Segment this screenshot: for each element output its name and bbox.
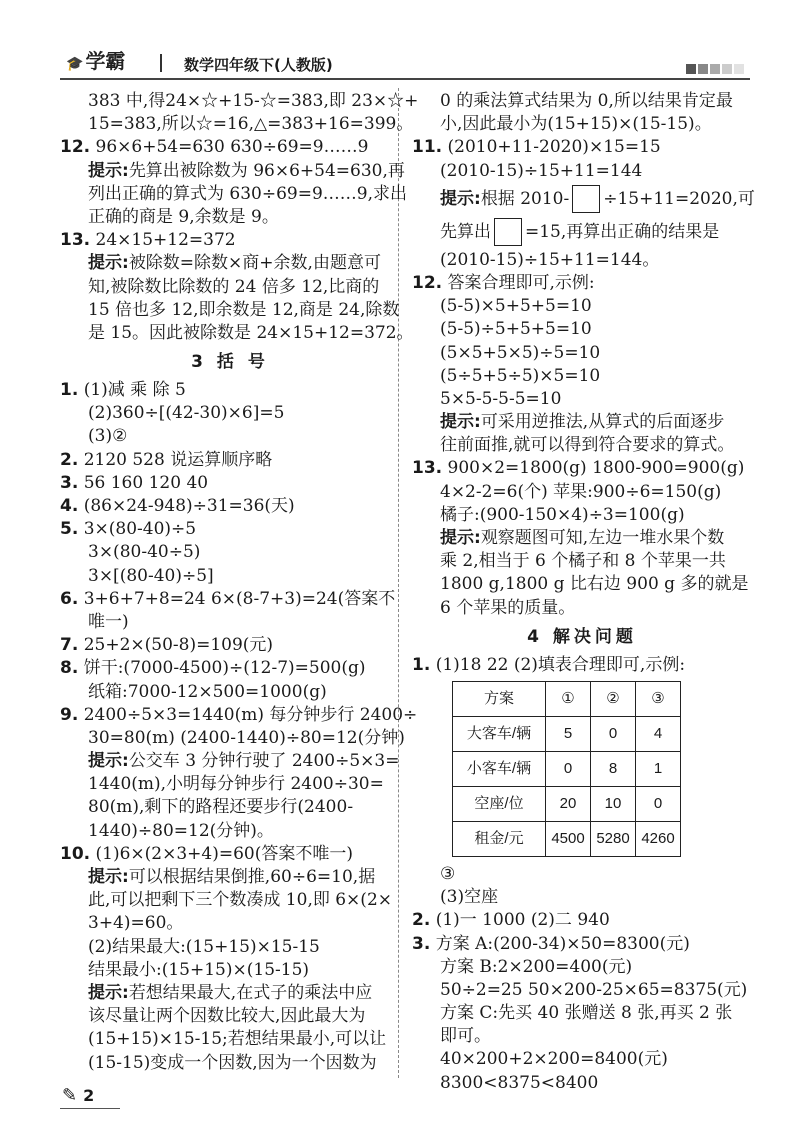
question-number: 9. xyxy=(60,704,79,725)
footer-rule xyxy=(60,1108,120,1109)
page-number: 2 xyxy=(83,1086,95,1105)
line-text: 即可。 xyxy=(440,1026,491,1047)
hint-label: 提示: xyxy=(88,751,129,772)
question-line xyxy=(412,272,752,295)
line-text: 2120 528 说运算顺序略 xyxy=(83,449,273,470)
page-header xyxy=(60,48,750,80)
answer-line xyxy=(412,113,752,136)
question-line xyxy=(60,379,400,402)
answer-line xyxy=(412,863,752,886)
line-text: (2010-15)÷15+11=144 xyxy=(440,160,643,181)
answer-line xyxy=(412,979,752,1002)
answer-line xyxy=(60,565,400,588)
line-text: 1800 g,1800 g 比右边 900 g 多的就是 xyxy=(440,574,749,595)
question-line xyxy=(60,449,400,472)
question-number: 12. xyxy=(412,272,443,293)
question-number: 3. xyxy=(412,933,431,954)
answer-line xyxy=(412,1025,752,1048)
hint-line: 先算出 =15,再算出正确的结果是 xyxy=(412,216,752,249)
section-title: 4 解决问题 xyxy=(527,626,637,647)
table-cell: 方案 xyxy=(453,681,546,716)
hint-line xyxy=(412,411,752,434)
answer-line xyxy=(60,1028,400,1051)
question-line xyxy=(60,634,400,657)
line-text: 4×2-2=6(个) 苹果:900÷6=150(g) xyxy=(440,481,722,502)
line-text: (1)一 1000 (2)二 940 xyxy=(435,910,610,931)
line-text: (15-15)变成一个因数,因为一个因数为 xyxy=(88,1052,377,1073)
answer-line xyxy=(60,1005,400,1028)
line-text: 纸箱:7000-12×500=1000(g) xyxy=(88,681,327,702)
question-line xyxy=(412,654,752,677)
line-text: (5-5)×5+5+5=10 xyxy=(440,296,592,317)
question-number: 4. xyxy=(60,496,79,516)
question-number: 2. xyxy=(60,449,79,470)
hint-line xyxy=(60,750,400,773)
line-text: 900×2=1800(g) 1800-900=900(g) xyxy=(447,458,745,479)
table-cell: 大客车/辆 xyxy=(453,716,546,751)
question-line xyxy=(60,588,400,611)
plan-table xyxy=(452,681,681,857)
answer-line xyxy=(60,936,400,959)
q11-hint xyxy=(412,183,755,272)
line-text: (1)6×(2×3+4)=60(答案不唯一) xyxy=(95,843,354,864)
table-cell: 10 xyxy=(591,786,636,821)
table-cell: 0 xyxy=(546,751,591,786)
question-number: 3. xyxy=(60,472,79,493)
line-text: 1440)÷80=12(分钟)。 xyxy=(88,820,274,841)
line-text: (5×5+5×5)÷5=10 xyxy=(440,342,601,363)
answer-line xyxy=(60,727,405,750)
question-number: 11. xyxy=(412,137,443,158)
table-cell: 租金/元 xyxy=(453,821,546,856)
hint-label: 提示: xyxy=(88,867,129,887)
line-text: 此,可以把剩下三个数凑成 10,即 6×(2× xyxy=(88,890,392,911)
line-text: 50÷2=25 50×200-25×65=8375(元) xyxy=(440,979,748,1000)
line-text: 知,被除数比除数的 24 倍多 12,比商的 xyxy=(88,276,380,297)
answer-line xyxy=(60,90,419,113)
hint-line xyxy=(60,252,400,275)
line-text: 列出正确的算式为 630÷69=9……9,求出 xyxy=(88,183,408,204)
question-number: 13. xyxy=(60,230,91,251)
table-cell: 4260 xyxy=(636,821,681,856)
table-cell: 4 xyxy=(636,716,681,751)
table-cell: 4500 xyxy=(546,821,591,856)
line-text: (2)结果最大:(15+15)×15-15 xyxy=(88,936,320,957)
question-number: 10. xyxy=(60,843,91,864)
question-line xyxy=(412,136,752,159)
line-text: 56 160 120 40 xyxy=(83,472,209,493)
line-text: 2400÷5×3=1440(m) 每分钟步行 2400÷ xyxy=(83,704,418,725)
line-text: 3+6+7+8=24 6×(8-7+3)=24(答案不 xyxy=(83,588,396,609)
graduation-cap-icon: 🎓 xyxy=(66,56,84,72)
answer-line xyxy=(60,322,414,345)
answer-line xyxy=(412,365,752,388)
answer-line xyxy=(412,1048,752,1071)
line-text: 25+2×(50-8)=109(元) xyxy=(83,635,274,656)
answer-line xyxy=(60,541,400,564)
header-divider xyxy=(160,54,162,72)
line-text: 正确的商是 9,余数是 9。 xyxy=(88,206,279,227)
line-text: 结果最小:(15+15)×(15-15) xyxy=(88,959,310,980)
answer-line xyxy=(412,1072,752,1095)
hint-label: 提示: xyxy=(88,160,129,181)
line-text: 3×[(80-40)÷5] xyxy=(88,565,214,586)
table-cell: ③ xyxy=(636,681,681,716)
table-cell: ① xyxy=(546,681,591,716)
table-header-row xyxy=(453,681,681,716)
answer-line xyxy=(412,295,752,318)
answer-line xyxy=(60,425,400,448)
line-text: (5÷5+5÷5)×5=10 xyxy=(440,365,601,386)
line-text: ③ xyxy=(440,863,456,884)
question-line xyxy=(412,457,752,480)
hint-label: 提示: xyxy=(440,412,481,433)
question-number: 6. xyxy=(60,588,79,609)
line-text: 该尽量让两个因数比较大,因此最大为 xyxy=(88,1006,366,1027)
answer-line xyxy=(412,481,752,504)
line-text: 乘 2,相当于 6 个橘子和 8 个苹果一共 xyxy=(440,551,726,572)
line-text: 唯一) xyxy=(88,611,129,632)
answer-line xyxy=(60,276,400,299)
answer-line xyxy=(412,388,752,411)
line-text: 往前面推,就可以得到符合要求的算式。 xyxy=(440,435,735,456)
question-number: 5. xyxy=(60,519,79,540)
answer-line xyxy=(60,889,400,912)
question-number: 7. xyxy=(60,635,79,656)
answer-line xyxy=(412,550,752,573)
line-text: 可以根据结果倒推,60÷6=10,据 xyxy=(128,867,376,887)
line-text: 15=383,所以☆=16,△=383+16=399。 xyxy=(88,114,414,135)
hint-line: (2010-15)÷15+11=144。 xyxy=(440,249,660,270)
question-number: 8. xyxy=(60,658,79,679)
line-text: 小,因此最小为(15+15)×(15-15)。 xyxy=(440,114,712,135)
line-text: 橘子:(900-150×4)÷3=100(g) xyxy=(440,504,685,525)
answer-line xyxy=(412,90,752,113)
answer-line xyxy=(60,796,400,819)
table-cell: 5280 xyxy=(591,821,636,856)
line-text: 15 倍也多 12,即余数是 12,商是 24,除数 xyxy=(88,299,400,320)
hint-line xyxy=(60,866,400,889)
question-line xyxy=(60,704,418,727)
brand-logo xyxy=(66,50,125,76)
hint-line: 提示:根据 2010- ÷15+11=2020,可 xyxy=(412,183,752,216)
answer-line xyxy=(60,773,400,796)
line-text: 观察题图可知,左边一堆水果个数 xyxy=(480,528,725,548)
answer-line xyxy=(60,113,414,136)
answer-line xyxy=(60,611,400,634)
table-row xyxy=(453,786,681,821)
line-text: 方案 C:先买 40 张赠送 8 张,再买 2 张 xyxy=(440,1003,733,1024)
line-text: 80(m),剩下的路程还要步行(2400- xyxy=(88,797,354,818)
line-text: 答案合理即可,示例: xyxy=(447,272,595,293)
answer-line xyxy=(412,597,752,620)
line-text: 被除数=除数×商+余数,由题意可 xyxy=(128,253,381,274)
line-text: (5-5)÷5+5+5=10 xyxy=(440,319,592,340)
table-cell: 0 xyxy=(636,786,681,821)
table-row xyxy=(453,751,681,786)
table-row xyxy=(453,821,681,856)
table-cell: 小客车/辆 xyxy=(453,751,546,786)
question-number: 2. xyxy=(412,910,431,931)
table-cell: 20 xyxy=(546,786,591,821)
line-text: 若想结果最大,在式子的乘法中应 xyxy=(128,982,373,1003)
line-text: (3)② xyxy=(88,426,128,447)
pencil-icon: ✎ xyxy=(62,1085,78,1106)
line-text: 可采用逆推法,从算式的后面逐步 xyxy=(480,412,725,433)
question-line xyxy=(412,909,752,932)
question-line xyxy=(412,933,752,956)
line-text: (2010+11-2020)×15=15 xyxy=(447,137,661,158)
square-icon xyxy=(722,64,732,74)
line-text: 是 15。因此被除数是 24×15+12=372。 xyxy=(88,322,414,343)
page-footer xyxy=(62,1084,94,1107)
answer-line xyxy=(412,318,752,341)
question-line xyxy=(60,472,400,495)
section-title: 3 括 号 xyxy=(191,352,269,373)
question-line xyxy=(60,843,400,866)
answer-line xyxy=(60,299,400,322)
square-icon xyxy=(710,64,720,74)
line-text: (3)空座 xyxy=(440,887,499,908)
answer-line xyxy=(412,1002,752,1025)
brand-text: 学霸 xyxy=(85,49,126,73)
line-text: 30=80(m) (2400-1440)÷80=12(分钟) xyxy=(88,727,405,748)
hint-line xyxy=(60,982,400,1005)
left-column xyxy=(60,90,419,1075)
hint-label: 提示: xyxy=(440,528,481,548)
answer-line xyxy=(60,402,400,425)
hint-line xyxy=(60,160,405,183)
answer-line xyxy=(60,681,400,704)
square-icon xyxy=(686,64,696,74)
answer-line xyxy=(60,206,400,229)
blank-box-icon xyxy=(572,185,600,213)
line-text: 0 的乘法算式结果为 0,所以结果肯定最 xyxy=(440,91,733,111)
line-text: 6 个苹果的质量。 xyxy=(440,597,576,618)
answer-line xyxy=(412,160,752,183)
blank-box-icon xyxy=(494,218,522,246)
answer-line xyxy=(412,342,752,365)
line-text: (1)18 22 (2)填表合理即可,示例: xyxy=(435,654,686,675)
line-text: (15+15)×15-15;若想结果最小,可以让 xyxy=(88,1029,387,1050)
table-cell: 5 xyxy=(546,716,591,751)
line-text: (1)减 乘 除 5 xyxy=(83,380,186,401)
line-text: 5×5-5-5-5=10 xyxy=(440,388,562,409)
book-title: 数学四年级下(人教版) xyxy=(184,56,333,74)
line-text: 96×6+54=630 630÷69=9……9 xyxy=(95,137,369,158)
table-cell: 空座/位 xyxy=(453,786,546,821)
question-line xyxy=(60,657,400,680)
line-text: (86×24-948)÷31=36(天) xyxy=(83,496,295,516)
answer-line xyxy=(60,1052,400,1075)
table-cell: 1 xyxy=(636,751,681,786)
line-text: 先算出被除数为 96×6+54=630,再 xyxy=(128,160,405,181)
answer-line xyxy=(60,912,400,935)
line-text: 3×(80-40)÷5 xyxy=(83,519,197,540)
table-row xyxy=(453,716,681,751)
line-text: 24×15+12=372 xyxy=(95,230,236,251)
question-number: 13. xyxy=(412,458,443,479)
hint-line xyxy=(412,527,752,550)
line-text: 方案 B:2×200=400(元) xyxy=(440,956,633,977)
line-text: 方案 A:(200-34)×50=8300(元) xyxy=(435,933,690,954)
hint-label: 提示: xyxy=(88,982,129,1003)
answer-line xyxy=(60,959,400,982)
right-column xyxy=(412,90,755,1095)
line-text: 1440(m),小明每分钟步行 2400÷30= xyxy=(88,774,384,795)
line-text: 40×200+2×200=8400(元) xyxy=(440,1049,668,1070)
decorative-squares xyxy=(684,58,744,81)
question-number: 1. xyxy=(412,654,431,675)
table-cell: 8 xyxy=(591,751,636,786)
line-text: 公交车 3 分钟行驶了 2400÷5×3= xyxy=(128,751,400,772)
answer-line xyxy=(412,434,752,457)
question-line xyxy=(60,518,400,541)
line-text: 3×(80-40÷5) xyxy=(88,542,201,563)
answer-line xyxy=(60,183,408,206)
square-icon xyxy=(698,64,708,74)
hint-label: 提示: xyxy=(88,253,129,274)
answer-line xyxy=(412,956,752,979)
answer-line xyxy=(412,504,752,527)
line-text: 383 中,得24×☆+15-☆=383,即 23×☆+ xyxy=(88,91,419,111)
table-cell: ② xyxy=(591,681,636,716)
answer-line xyxy=(412,573,752,596)
question-line xyxy=(60,229,400,252)
line-text: 饼干:(7000-4500)÷(12-7)=500(g) xyxy=(83,658,366,679)
table-cell: 0 xyxy=(591,716,636,751)
line-text: (2)360÷[(42-30)×6]=5 xyxy=(88,403,285,424)
question-number: 1. xyxy=(60,380,79,401)
question-line xyxy=(60,136,400,159)
answer-line xyxy=(60,820,400,843)
question-number: 12. xyxy=(60,137,91,158)
answer-line xyxy=(412,886,752,909)
question-line xyxy=(60,495,400,518)
line-text: 3+4)=60。 xyxy=(88,913,184,934)
square-icon xyxy=(734,64,744,74)
line-text: 8300<8375<8400 xyxy=(440,1072,599,1093)
